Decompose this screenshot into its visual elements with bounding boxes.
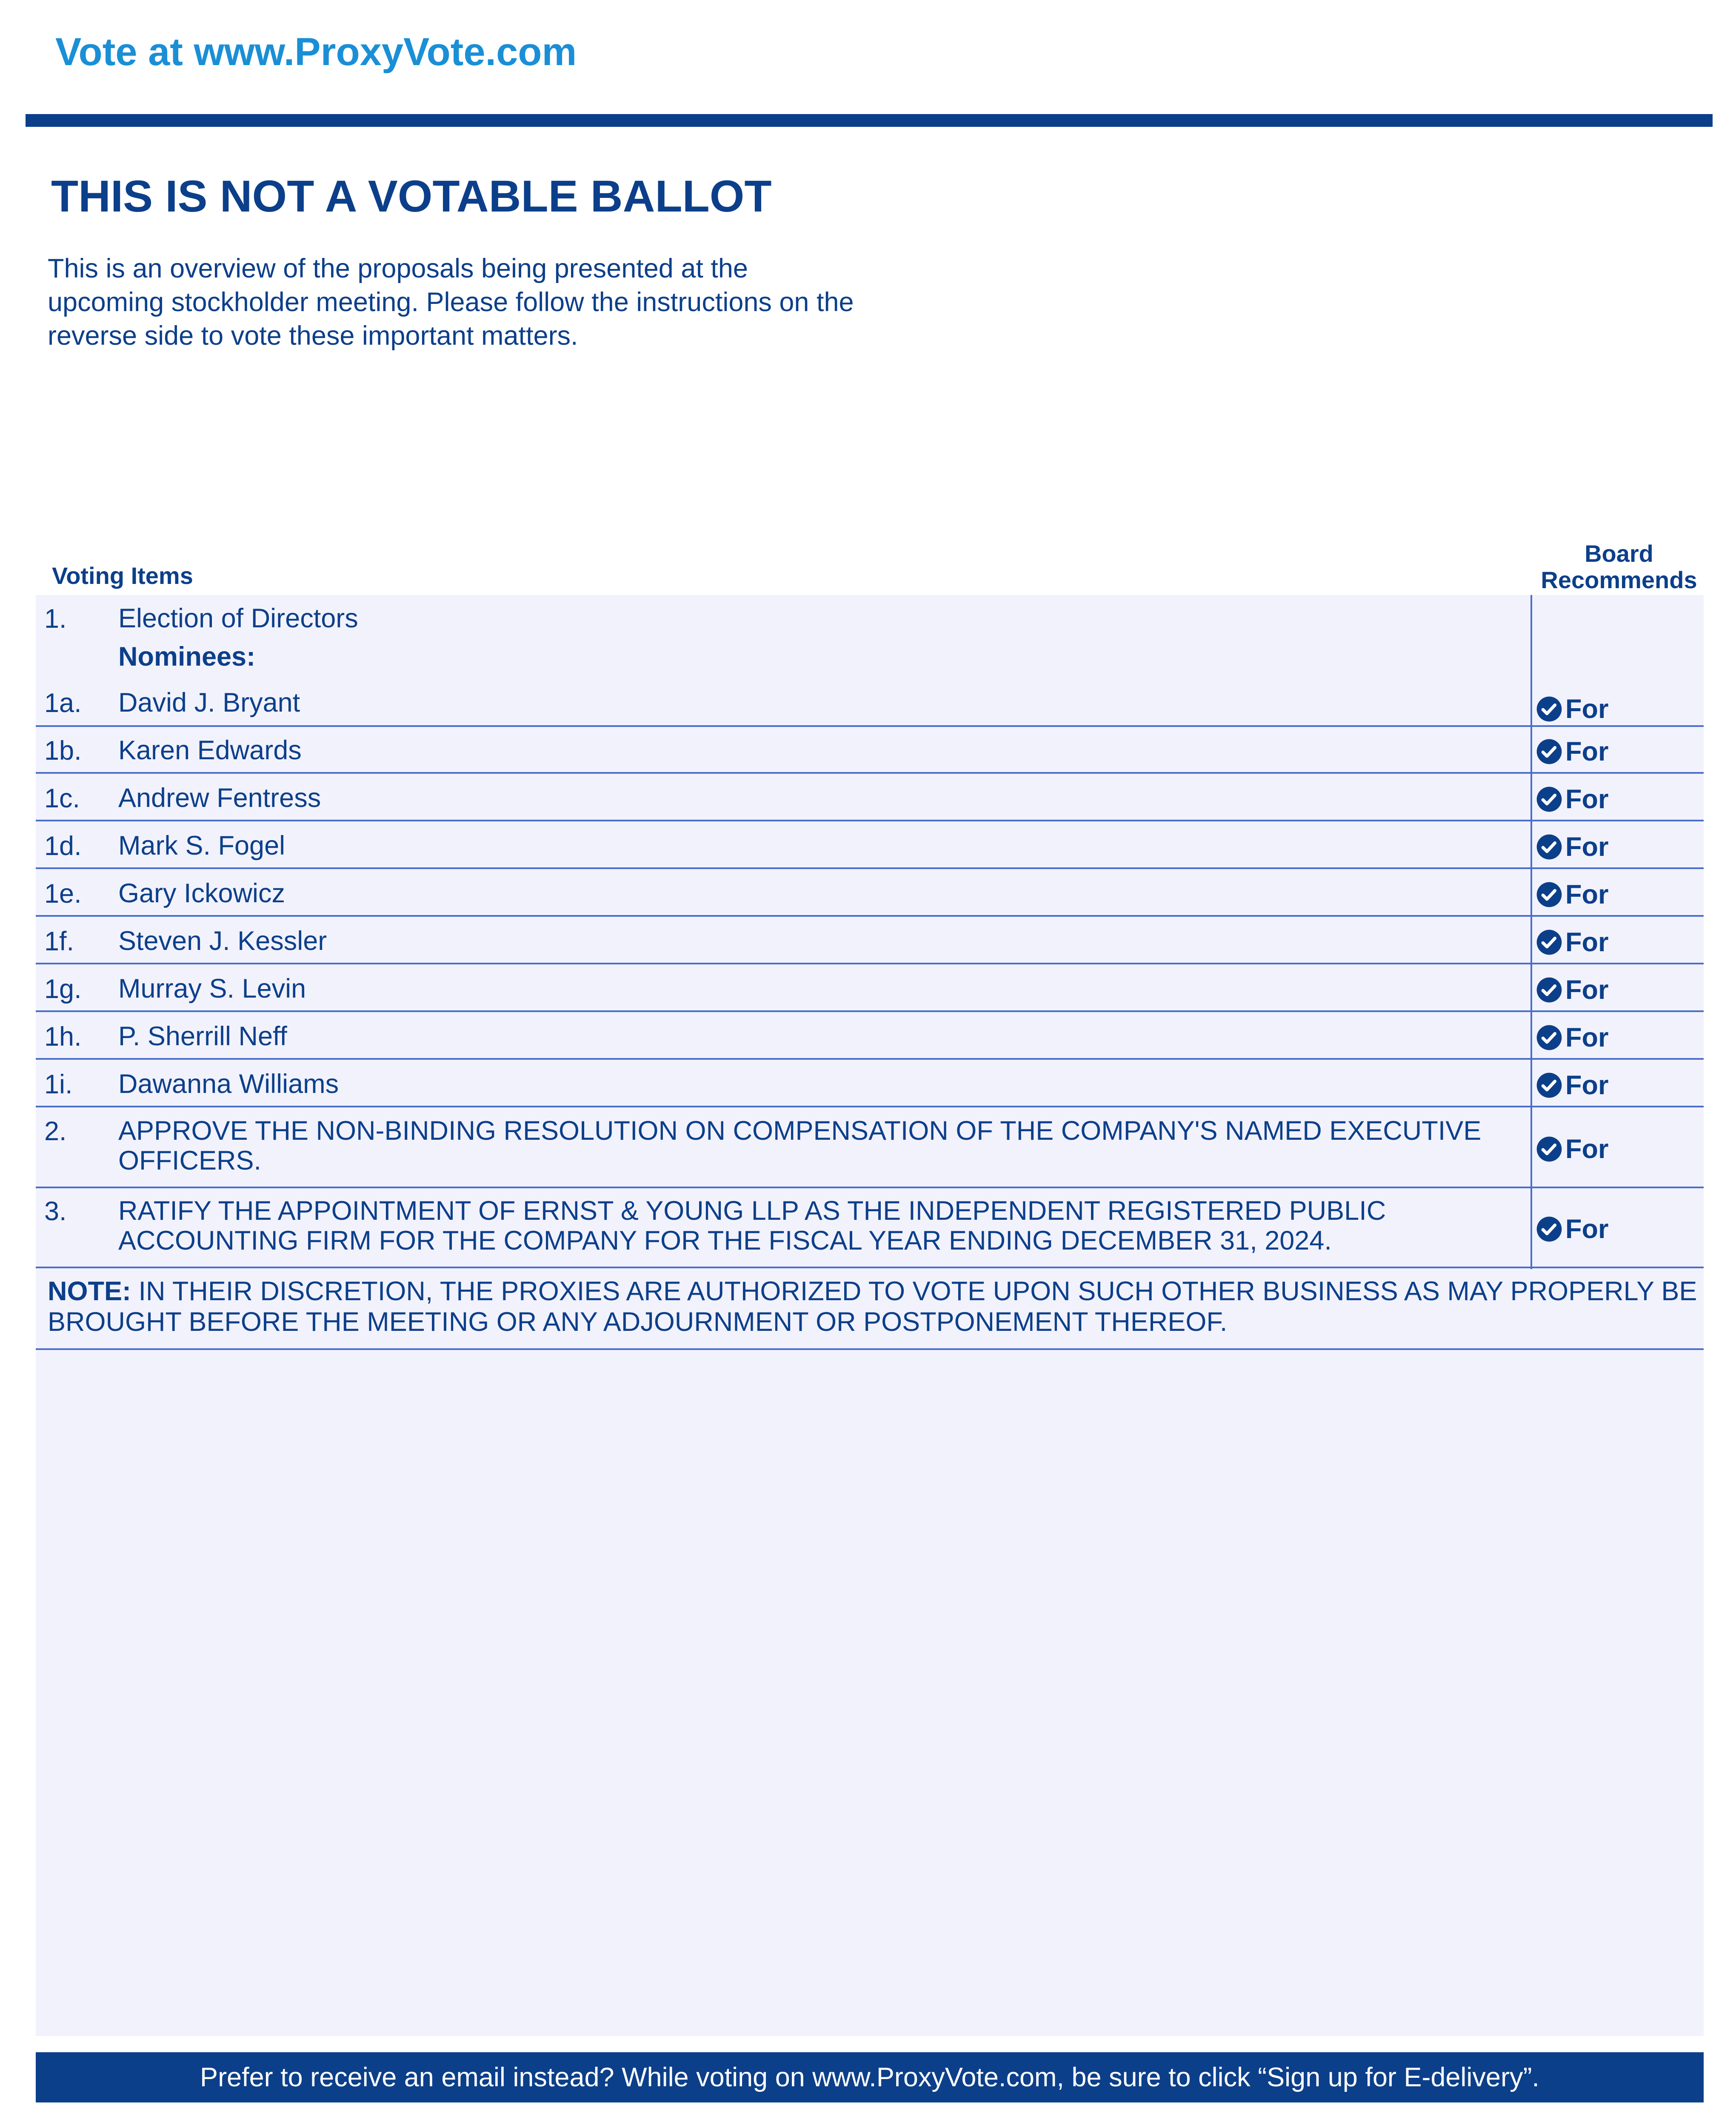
nominee-row (36, 680, 1704, 726)
board-recommendation (1536, 1214, 1608, 1244)
page-title: THIS IS NOT A VOTABLE BALLOT (51, 172, 772, 221)
proposal-text: RATIFY THE APPOINTMENT OF ERNST & YOUNG LLP AS THE INDEPENDENT REGISTERED PUBLIC ACCOUNTING FIRM FOR THE COMPANY FOR THE FISCAL YEAR ENDING DECEMBER 31, 2024. (118, 1196, 1386, 1256)
check-circle-icon (1536, 929, 1563, 956)
board-recommendation (1536, 1070, 1608, 1101)
vote-link[interactable]: Vote at www.ProxyVote.com (55, 30, 577, 74)
board-recommendation (1536, 694, 1608, 724)
nominee-name: Mark S. Fogel (118, 831, 286, 861)
recommendation-label: For (1565, 975, 1609, 1005)
nominee-number: 1h. (44, 1022, 82, 1052)
nominee-name: David J. Bryant (118, 688, 300, 718)
nominee-row (36, 965, 1704, 1011)
row-divider (36, 1010, 1704, 1012)
proposal-row (36, 1108, 1704, 1187)
row-divider (36, 1267, 1704, 1268)
proposal-number: 2. (44, 1116, 67, 1146)
recommendation-label: For (1565, 737, 1609, 767)
nominee-number: 1i. (44, 1070, 73, 1099)
check-circle-icon (1536, 695, 1563, 723)
nominee-number: 1a. (44, 688, 82, 718)
nominee-number: 1f. (44, 927, 74, 956)
nominee-name: Gary Ickowicz (118, 878, 286, 908)
recommendation-label: For (1565, 1070, 1609, 1100)
column-header-voting-items: Voting Items (52, 562, 193, 589)
check-circle-icon (1536, 1136, 1563, 1163)
row-divider (36, 1348, 1704, 1350)
board-recommendation (1536, 832, 1608, 862)
nominee-row (36, 775, 1704, 821)
board-recommendation (1536, 927, 1608, 958)
nominee-name: Dawanna Williams (118, 1069, 339, 1099)
nominee-row (36, 822, 1704, 868)
board-recommendation (1536, 784, 1608, 815)
nominee-name: Andrew Fentress (118, 783, 321, 813)
nominee-name: Steven J. Kessler (118, 926, 327, 956)
check-circle-icon (1536, 786, 1563, 813)
recommendation-label: For (1565, 694, 1609, 724)
check-circle-icon (1536, 1216, 1563, 1243)
nominee-name: Karen Edwards (118, 735, 302, 765)
row-divider (36, 963, 1704, 964)
check-circle-icon (1536, 881, 1563, 908)
footer-text: Prefer to receive an email instead? While voting on www.ProxyVote.com, be sure to click “Sign up for E-delivery”. (200, 2062, 1539, 2092)
check-circle-icon (1536, 833, 1563, 861)
check-circle-icon (1536, 1024, 1563, 1051)
recommendation-label: For (1565, 784, 1609, 814)
board-recommendation (1536, 879, 1608, 910)
check-circle-icon (1536, 738, 1563, 765)
recommendation-label: For (1565, 880, 1609, 910)
recommendation-label: For (1565, 1134, 1609, 1164)
footer-banner (36, 2052, 1704, 2102)
item-label: Election of Directors (118, 604, 358, 633)
top-divider (26, 114, 1713, 127)
recommendation-label: For (1565, 927, 1609, 957)
nominee-row (36, 727, 1704, 773)
row-divider (36, 820, 1704, 821)
check-circle-icon (1536, 976, 1563, 1004)
proposal-text: APPROVE THE NON-BINDING RESOLUTION ON COMPENSATION OF THE COMPANY'S NAMED EXECUTIVE OFFICERS. (118, 1116, 1482, 1176)
intro-text: This is an overview of the proposals being presented at the upcoming stockholder meeting. Please follow the instructions on the reverse side to vote these important matters. (48, 254, 854, 351)
nominee-name: P. Sherrill Neff (118, 1021, 287, 1051)
item-number: 1. (44, 604, 67, 634)
board-recommendation (1536, 736, 1608, 767)
row-divider (36, 1058, 1704, 1060)
note-text: IN THEIR DISCRETION, THE PROXIES ARE AUTHORIZED TO VOTE UPON SUCH OTHER BUSINESS AS MAY PROPERLY BE BROUGHT BEFORE THE MEETING OR ANY ADJOURNMENT OR POSTPONEMENT THEREOF. (48, 1276, 1697, 1337)
recommendation-label: For (1565, 1214, 1609, 1244)
nominee-row (36, 1061, 1704, 1107)
nominee-row (36, 1013, 1704, 1059)
board-recommendation (1536, 1134, 1608, 1164)
row-divider (36, 1106, 1704, 1107)
nominee-row (36, 870, 1704, 916)
recommendation-label: For (1565, 1023, 1609, 1053)
nominee-number: 1b. (44, 736, 82, 766)
row-divider (36, 772, 1704, 774)
note-label: NOTE: (48, 1276, 131, 1306)
nominee-row (36, 918, 1704, 964)
nominee-name: Murray S. Levin (118, 974, 306, 1004)
nominee-number: 1g. (44, 974, 82, 1004)
proposal-number: 3. (44, 1196, 67, 1226)
row-divider (36, 915, 1704, 917)
check-circle-icon (1536, 1072, 1563, 1099)
nominees-label: Nominees: (118, 642, 256, 672)
column-header-board-recommends: Board Recommends (1541, 540, 1697, 593)
nominee-number: 1d. (44, 831, 82, 861)
row-divider (36, 867, 1704, 869)
recommendation-label: For (1565, 832, 1609, 862)
nominee-number: 1c. (44, 784, 80, 813)
board-recommendation (1536, 975, 1608, 1005)
nominee-number: 1e. (44, 879, 82, 909)
note (48, 1276, 1707, 1337)
proposal-row (36, 1188, 1704, 1267)
board-recommendation (1536, 1022, 1608, 1053)
